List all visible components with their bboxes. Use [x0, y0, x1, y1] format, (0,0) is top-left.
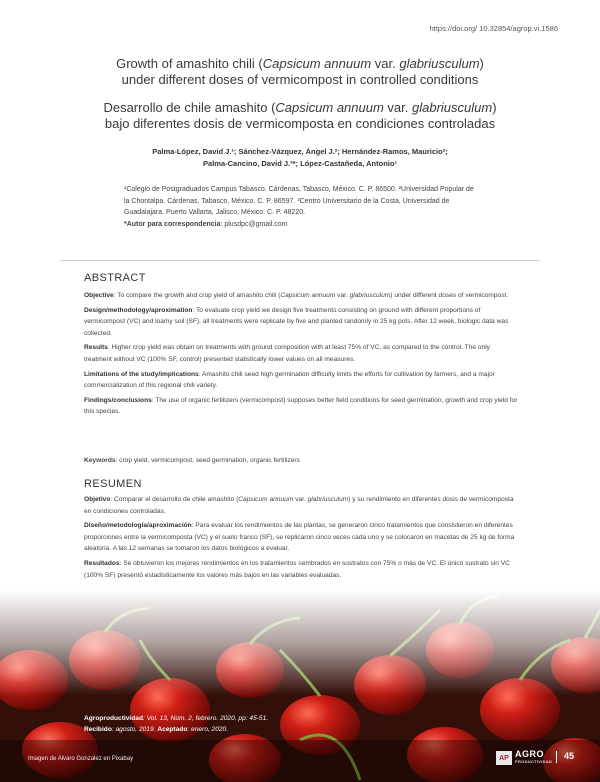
logo-name: AGRO [515, 749, 544, 759]
logo-subtitle: PRODUCTIVIDAD [515, 759, 553, 764]
journal-logo [496, 750, 552, 766]
publication-info: Agroproductividad: Vol. 13, Núm. 2, febrero. 2020. pp: 45-51. Recibido: agosto, 2019. Aceptado: enero, 2020. [84, 715, 269, 733]
resumen-heading: RESUMEN [84, 478, 142, 490]
footer-separator [556, 751, 557, 763]
author-list: Palma-López, David J.¹; Sánchez-Vázquez, Ángel J.²; Hernández-Ramos, Mauricio²; Palma-Cancino, David J.³*; López-Castañeda, Antonio¹ [152, 147, 448, 168]
corresponding-email: : plusdpc@gmail.com [220, 220, 288, 228]
resumen-body: Objetivo: Comparar el desarrollo de chile amashito (Capsicum annuum var. glabriusculum) y su rendimiento en diferentes dosis de vermicomposta en condiciones controladas. Diseño/metodología/aproximación: Para evaluar los rendimientos de las plantas, se generaron cinco tratamientos que consistieron en diferentes proporciones entre la vermicomposta (VC) y el suelo franco (SF), se replicaron cinco veces cada uno y se colocaron en macetas de 25 kg de forma aleatoria. A las 12 semanas se tomaron los datos biológicos a evaluar. Resultados: Se obtuvieron los mejores rendimientos en los tratamientos sembrados en sustratos con 75% o más de VC. El único sustrato sin VC (100% SF) presentó estadísticamente los valores más bajos en las variables evaluadas. [84, 496, 515, 579]
logo-mark: AP [496, 751, 512, 765]
section-divider [60, 260, 540, 261]
title-spanish: Desarrollo de chile amashito (Capsicum annuum var. glabriusculum) bajo diferentes dosis de vermicomposta en condiciones controladas [103, 100, 497, 131]
abstract-heading: ABSTRACT [84, 272, 146, 284]
title-english: Growth of amashito chili (Capsicum annuum var. glabriusculum) under different doses of vermicompost in controlled conditions [116, 56, 484, 87]
corresponding-label: *Autor para correspondencia [124, 220, 221, 228]
image-credit: Imagen de Alvaro Gonzalez en Pixabay [28, 756, 134, 762]
keywords: Keywords: crop yield, vermicompost, seed germination, organic fertilizers [84, 457, 300, 464]
affiliations: ¹Colegio de Postgraduados Campus Tabasco. Cárdenas, Tabasco, México. C. P. 86500. ²Universidad Popular de la Chontalpa. Cárdenas, Tabasco, México. C. P. 86597. ³Centro Universitario de la Costa, Universidad de Guadalajara. Puerto Vallarta, Jalisco, México. C. P. 48220. *Autor para correspondencia: plusdpc@gmail.com [124, 186, 474, 228]
doi-link[interactable]: https://doi.org/ 10.32854/agrop.vi.1586 [429, 24, 558, 33]
abstract-body: Objective: To compare the growth and crop yield of amashito chili (Capsicum annuum var. glabriusculum) under different doses of vermicompost. Design/methodology/aproximation: To evaluate crop yield we design five treatments consisting on ground with different proportions of vermicompost (VC) and loamy soil (SF), all treatments were replicate by five and planted randomly in 25 kg pots. After 12 week, biologic data was collected. Results: Higher crop yield was obtain on treatments with ground composition with at least 75% of VC, as compared to the control. The only treatment without VC (100% SF, control) presented statistically lower values on all measures. Limitations of the study/implications: Amashito chili seed high germination difficulty limits the efforts for cultivation by farmers, and a major commercialization of this regional chili variety. Findings/conclusions: The use of organic fertilizers (vermicompost) supposes better field conditions for seed germination, growth and crop yield for this species. [84, 292, 518, 416]
page-number: 45 [564, 751, 575, 761]
